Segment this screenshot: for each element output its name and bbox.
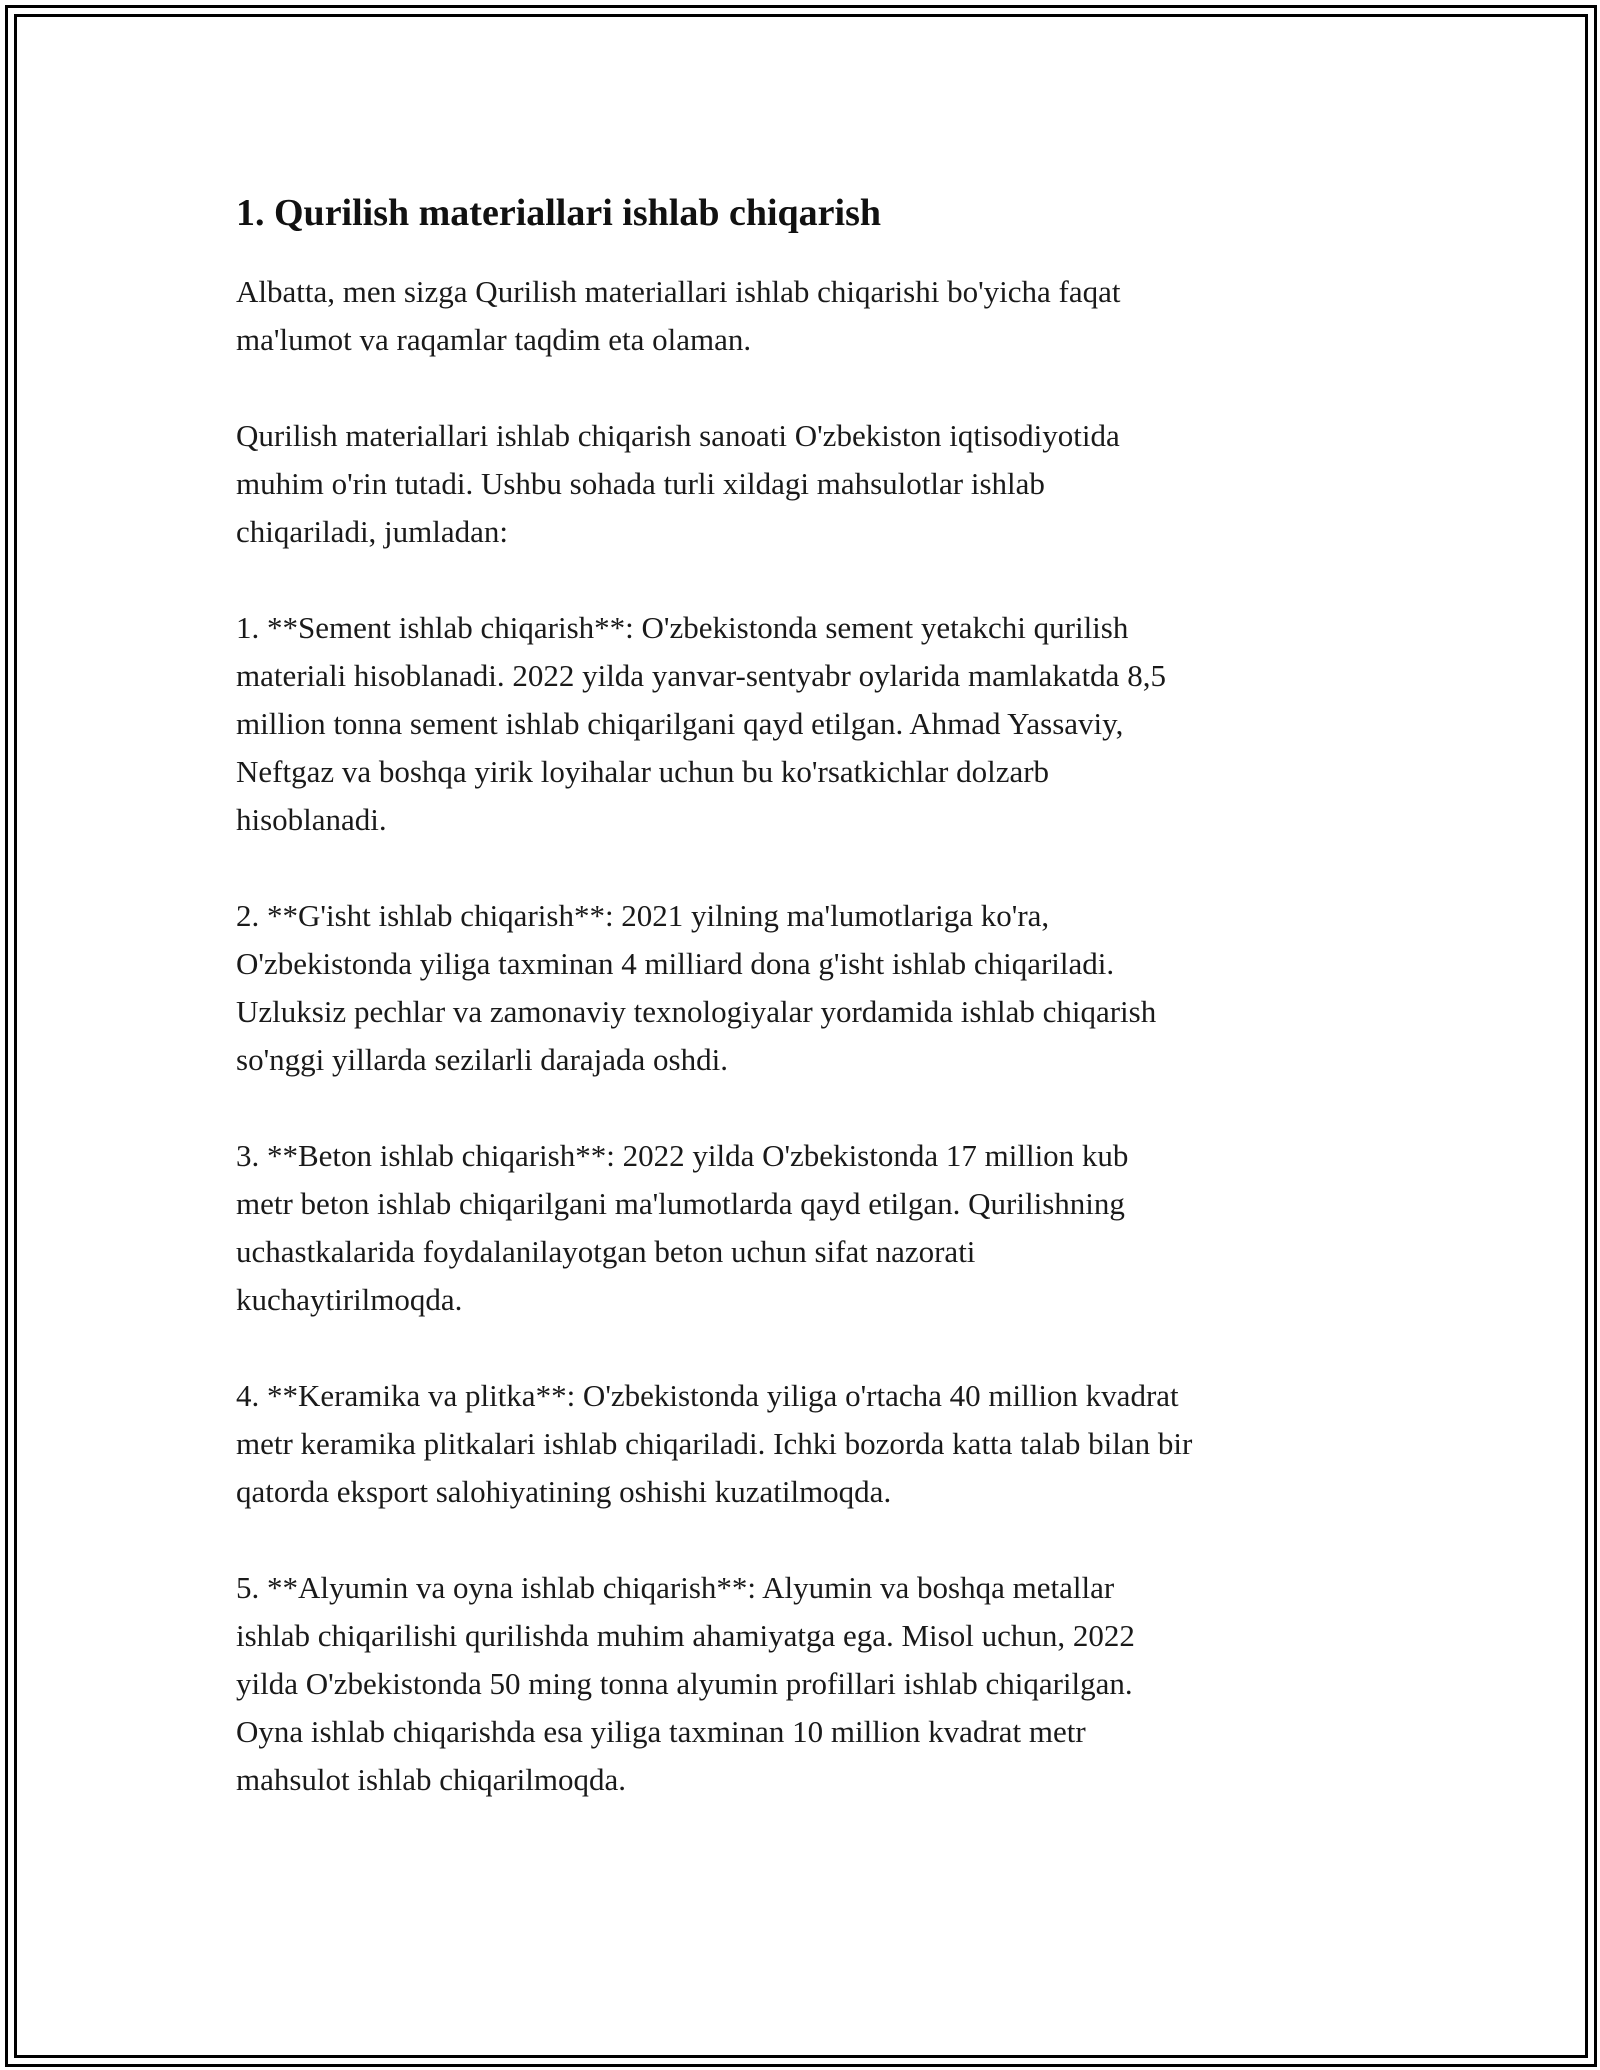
list-item-aluminium-glass: 5. **Alyumin va oyna ishlab chiqarish**: Alyumin va boshqa metallar ishlab chiqarilishi qurilishda muhim ahamiyatga ega. Misol uchun, 2022 yilda O'zbekistonda 50 ming tonna alyumin profillari ishlab chiqarilgan. Oyna ishlab chiqarishda esa yiliga taxminan 10 million kvadrat metr mahsulot ishlab chiqarilmoqda. bbox=[236, 1570, 1135, 1797]
list-item-brick: 2. **G'isht ishlab chiqarish**: 2021 yilning ma'lumotlariga ko'ra, O'zbekistonda yiliga taxminan 4 milliard dona g'isht ishlab chiqariladi. Uzluksiz pechlar va zamonaviy texnologiyalar yordamida ishlab chiqarish so'nggi yillarda sezilarli darajada oshdi. bbox=[236, 898, 1157, 1077]
list-item-cement: 1. **Sement ishlab chiqarish**: O'zbekistonda sement yetakchi qurilish materiali hisoblanadi. 2022 yilda yanvar-sentyabr oylarida mamlakatda 8,5 million tonna sement ishlab chiqarilgani qayd etilgan. Ahmad Yassaviy, Neftgaz va boshqa yirik loyihalar uchun bu ko'rsatkichlar dolzarb hisoblanadi. bbox=[236, 610, 1166, 837]
intro-paragraph: Albatta, men sizga Qurilish materiallari ishlab chiqarishi bo'yicha faqat ma'lumot va raqamlar taqdim eta olaman. bbox=[236, 274, 1121, 357]
list-item-ceramics: 4. **Keramika va plitka**: O'zbekistonda yiliga o'rtacha 40 million kvadrat metr keramika plitkalari ishlab chiqariladi. Ichki bozorda katta talab bilan bir qatorda eksport salohiyatining oshishi kuzatilmoqda. bbox=[236, 1378, 1193, 1509]
overview-paragraph: Qurilish materiallari ishlab chiqarish sanoati O'zbekiston iqtisodiyotida muhim o'rin tutadi. Ushbu sohada turli xildagi mahsulotlar ishlab chiqariladi, jumladan: bbox=[236, 418, 1120, 549]
section-heading: 1. Qurilish materiallari ishlab chiqarish bbox=[236, 192, 881, 234]
document-body bbox=[236, 184, 1376, 1852]
list-item-concrete: 3. **Beton ishlab chiqarish**: 2022 yilda O'zbekistonda 17 million kub metr beton ishlab chiqarilgani ma'lumotlarda qayd etilgan. Qurilishning uchastkalarida foydalanilayotgan beton uchun sifat nazorati kuchaytirilmoqda. bbox=[236, 1138, 1129, 1317]
